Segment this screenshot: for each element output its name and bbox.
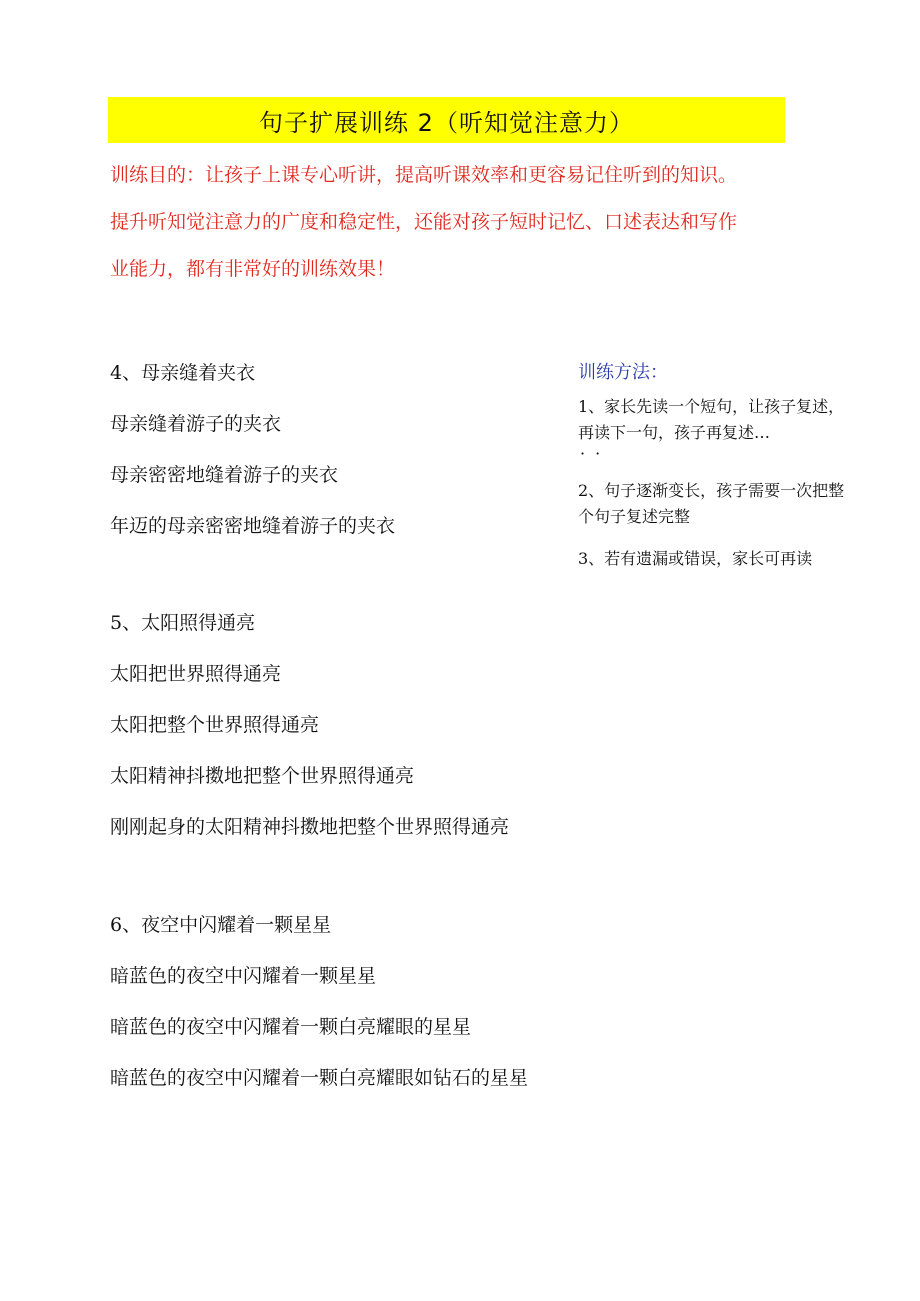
method-step-1-text: 1、家长先读一个短句，让孩子复述，再读下一句，孩子再复述… bbox=[578, 397, 845, 442]
exercise-5 bbox=[110, 608, 570, 863]
exercise-line: 母亲缝着游子的夹衣 bbox=[110, 413, 282, 435]
method-step-2: 2、句子逐渐变长，孩子需要一次把整个句子复述完整 bbox=[578, 481, 845, 526]
exercise-4 bbox=[110, 358, 570, 562]
exercise-line: 母亲密密地缝着游子的夹衣 bbox=[110, 464, 339, 486]
exercise-heading: 6、夜空中闪耀着一颗星星 bbox=[110, 914, 332, 936]
method-step-1 bbox=[578, 394, 858, 462]
exercise-line: 太阳把世界照得通亮 bbox=[110, 663, 282, 685]
method-step-1-dots: ·· bbox=[580, 444, 611, 463]
method-title: 训练方法： bbox=[578, 362, 668, 383]
exercise-heading: 4、母亲缝着夹衣 bbox=[110, 362, 256, 384]
exercise-line: 年迈的母亲密密地缝着游子的夹衣 bbox=[110, 515, 396, 537]
exercise-line: 太阳把整个世界照得通亮 bbox=[110, 714, 320, 736]
page-title: 句子扩展训练 2（听知觉注意力） bbox=[259, 108, 634, 137]
training-method bbox=[578, 358, 858, 588]
purpose-line-1: 训练目的：让孩子上课专心听讲，提高听课效率和更容易记住听到的知识。 bbox=[110, 164, 738, 186]
exercise-6 bbox=[110, 910, 570, 1114]
method-step-3: 3、若有遗漏或错误，家长可再读 bbox=[578, 549, 813, 568]
purpose-line-3: 业能力，都有非常好的训练效果！ bbox=[110, 258, 396, 280]
exercise-heading: 5、太阳照得通亮 bbox=[110, 612, 256, 634]
title-banner bbox=[108, 97, 785, 143]
purpose-line-2: 提升听知觉注意力的广度和稳定性，还能对孩子短时记忆、口述表达和写作 bbox=[110, 211, 738, 233]
exercise-line: 暗蓝色的夜空中闪耀着一颗星星 bbox=[110, 965, 377, 987]
exercise-line: 暗蓝色的夜空中闪耀着一颗白亮耀眼的星星 bbox=[110, 1016, 472, 1038]
exercise-line: 太阳精神抖擞地把整个世界照得通亮 bbox=[110, 765, 415, 787]
training-purpose bbox=[110, 160, 790, 301]
exercise-line: 暗蓝色的夜空中闪耀着一颗白亮耀眼如钻石的星星 bbox=[110, 1067, 529, 1089]
exercise-line: 刚刚起身的太阳精神抖擞地把整个世界照得通亮 bbox=[110, 816, 510, 838]
